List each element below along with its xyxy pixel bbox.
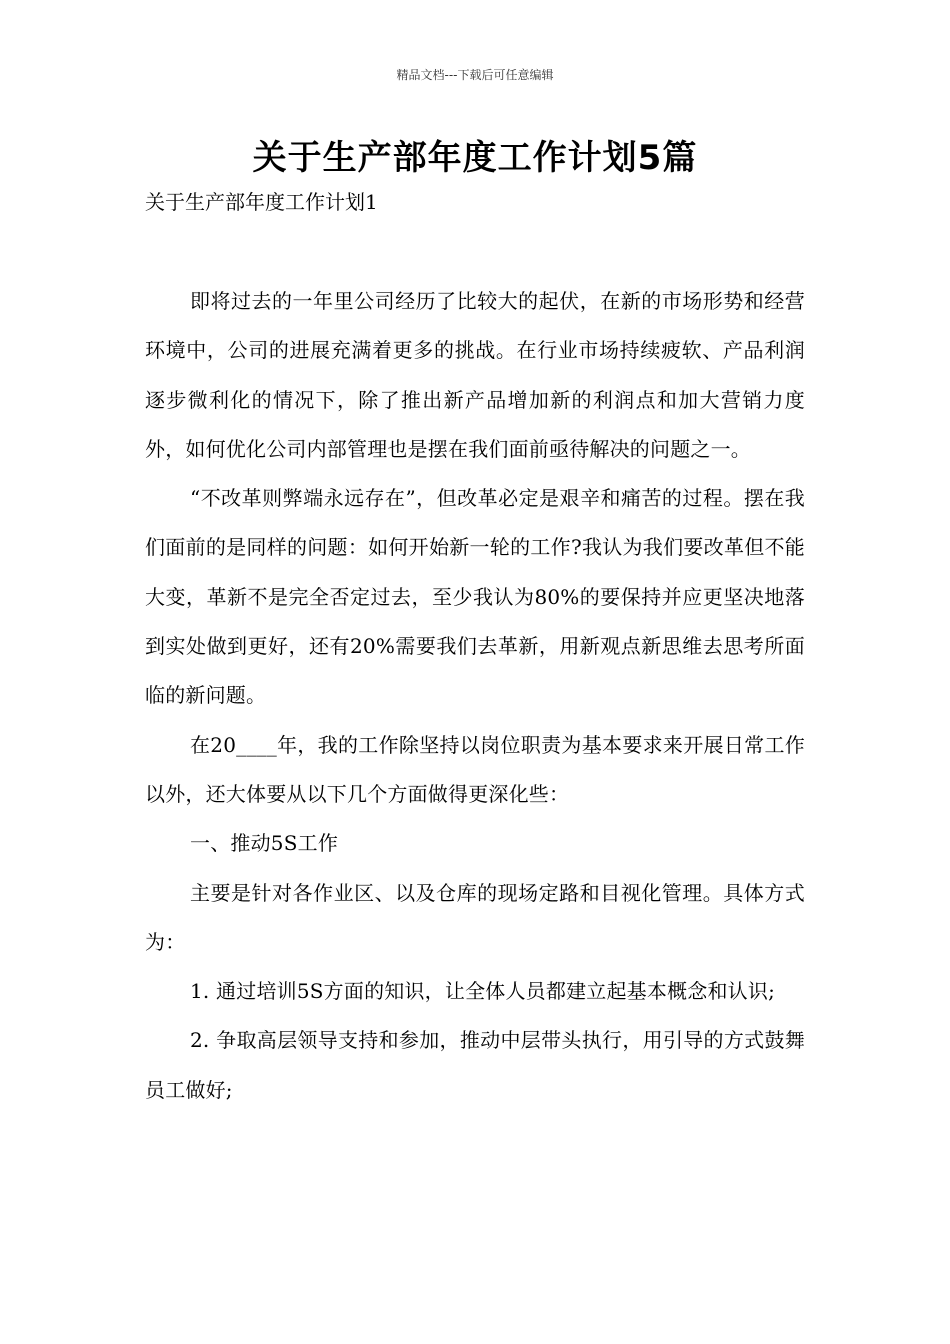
section-heading: 关于生产部年度工作计划1	[145, 190, 378, 214]
document-title: 关于生产部年度工作计划5篇	[252, 138, 698, 178]
paragraph-5s-heading: 一、推动5S工作	[190, 831, 339, 856]
paragraph-list-item-2: 2. 争取高层领导支持和参加，推动中层带头执行，用引导的方式鼓舞员工做好;	[145, 1028, 805, 1102]
paragraph-5s-scope: 主要是针对各作业区、以及仓库的现场定路和目视化管理。具体方式为：	[145, 880, 805, 954]
paragraph-reform: “不改革则弊端永远存在”，但改革必定是艰辛和痛苦的过程。摆在我们面前的是同样的问题：如何开始新一轮的工作?我认为我们要改革但不能大变，革新不是完全否定过去，至少我认为80%的要保持并应更坚决地落到实处做到更好，还有20%需要我们去革新，用新观点新思维去思考所面临的新问题。	[145, 486, 805, 708]
paragraph-intro: 即将过去的一年里公司经历了比较大的起伏，在新的市场形势和经营环境中，公司的进展充满着更多的挑战。在行业市场持续疲软、产品利润逐步微利化的情况下，除了推出新产品增加新的利润点和加大营销力度外，如何优化公司内部管理也是摆在我们面前亟待解决的问题之一。	[145, 289, 805, 461]
paragraph-list-item-1: 1. 通过培训5S方面的知识，让全体人员都建立起基本概念和认识;	[190, 979, 776, 1004]
paragraph-year-plan: 在20____年，我的工作除坚持以岗位职责为基本要求来开展日常工作以外，还大体要从以下几个方面做得更深化些：	[145, 732, 805, 806]
header-note: 精品文档---下载后可任意编辑	[396, 68, 554, 82]
document-body	[145, 277, 805, 1115]
